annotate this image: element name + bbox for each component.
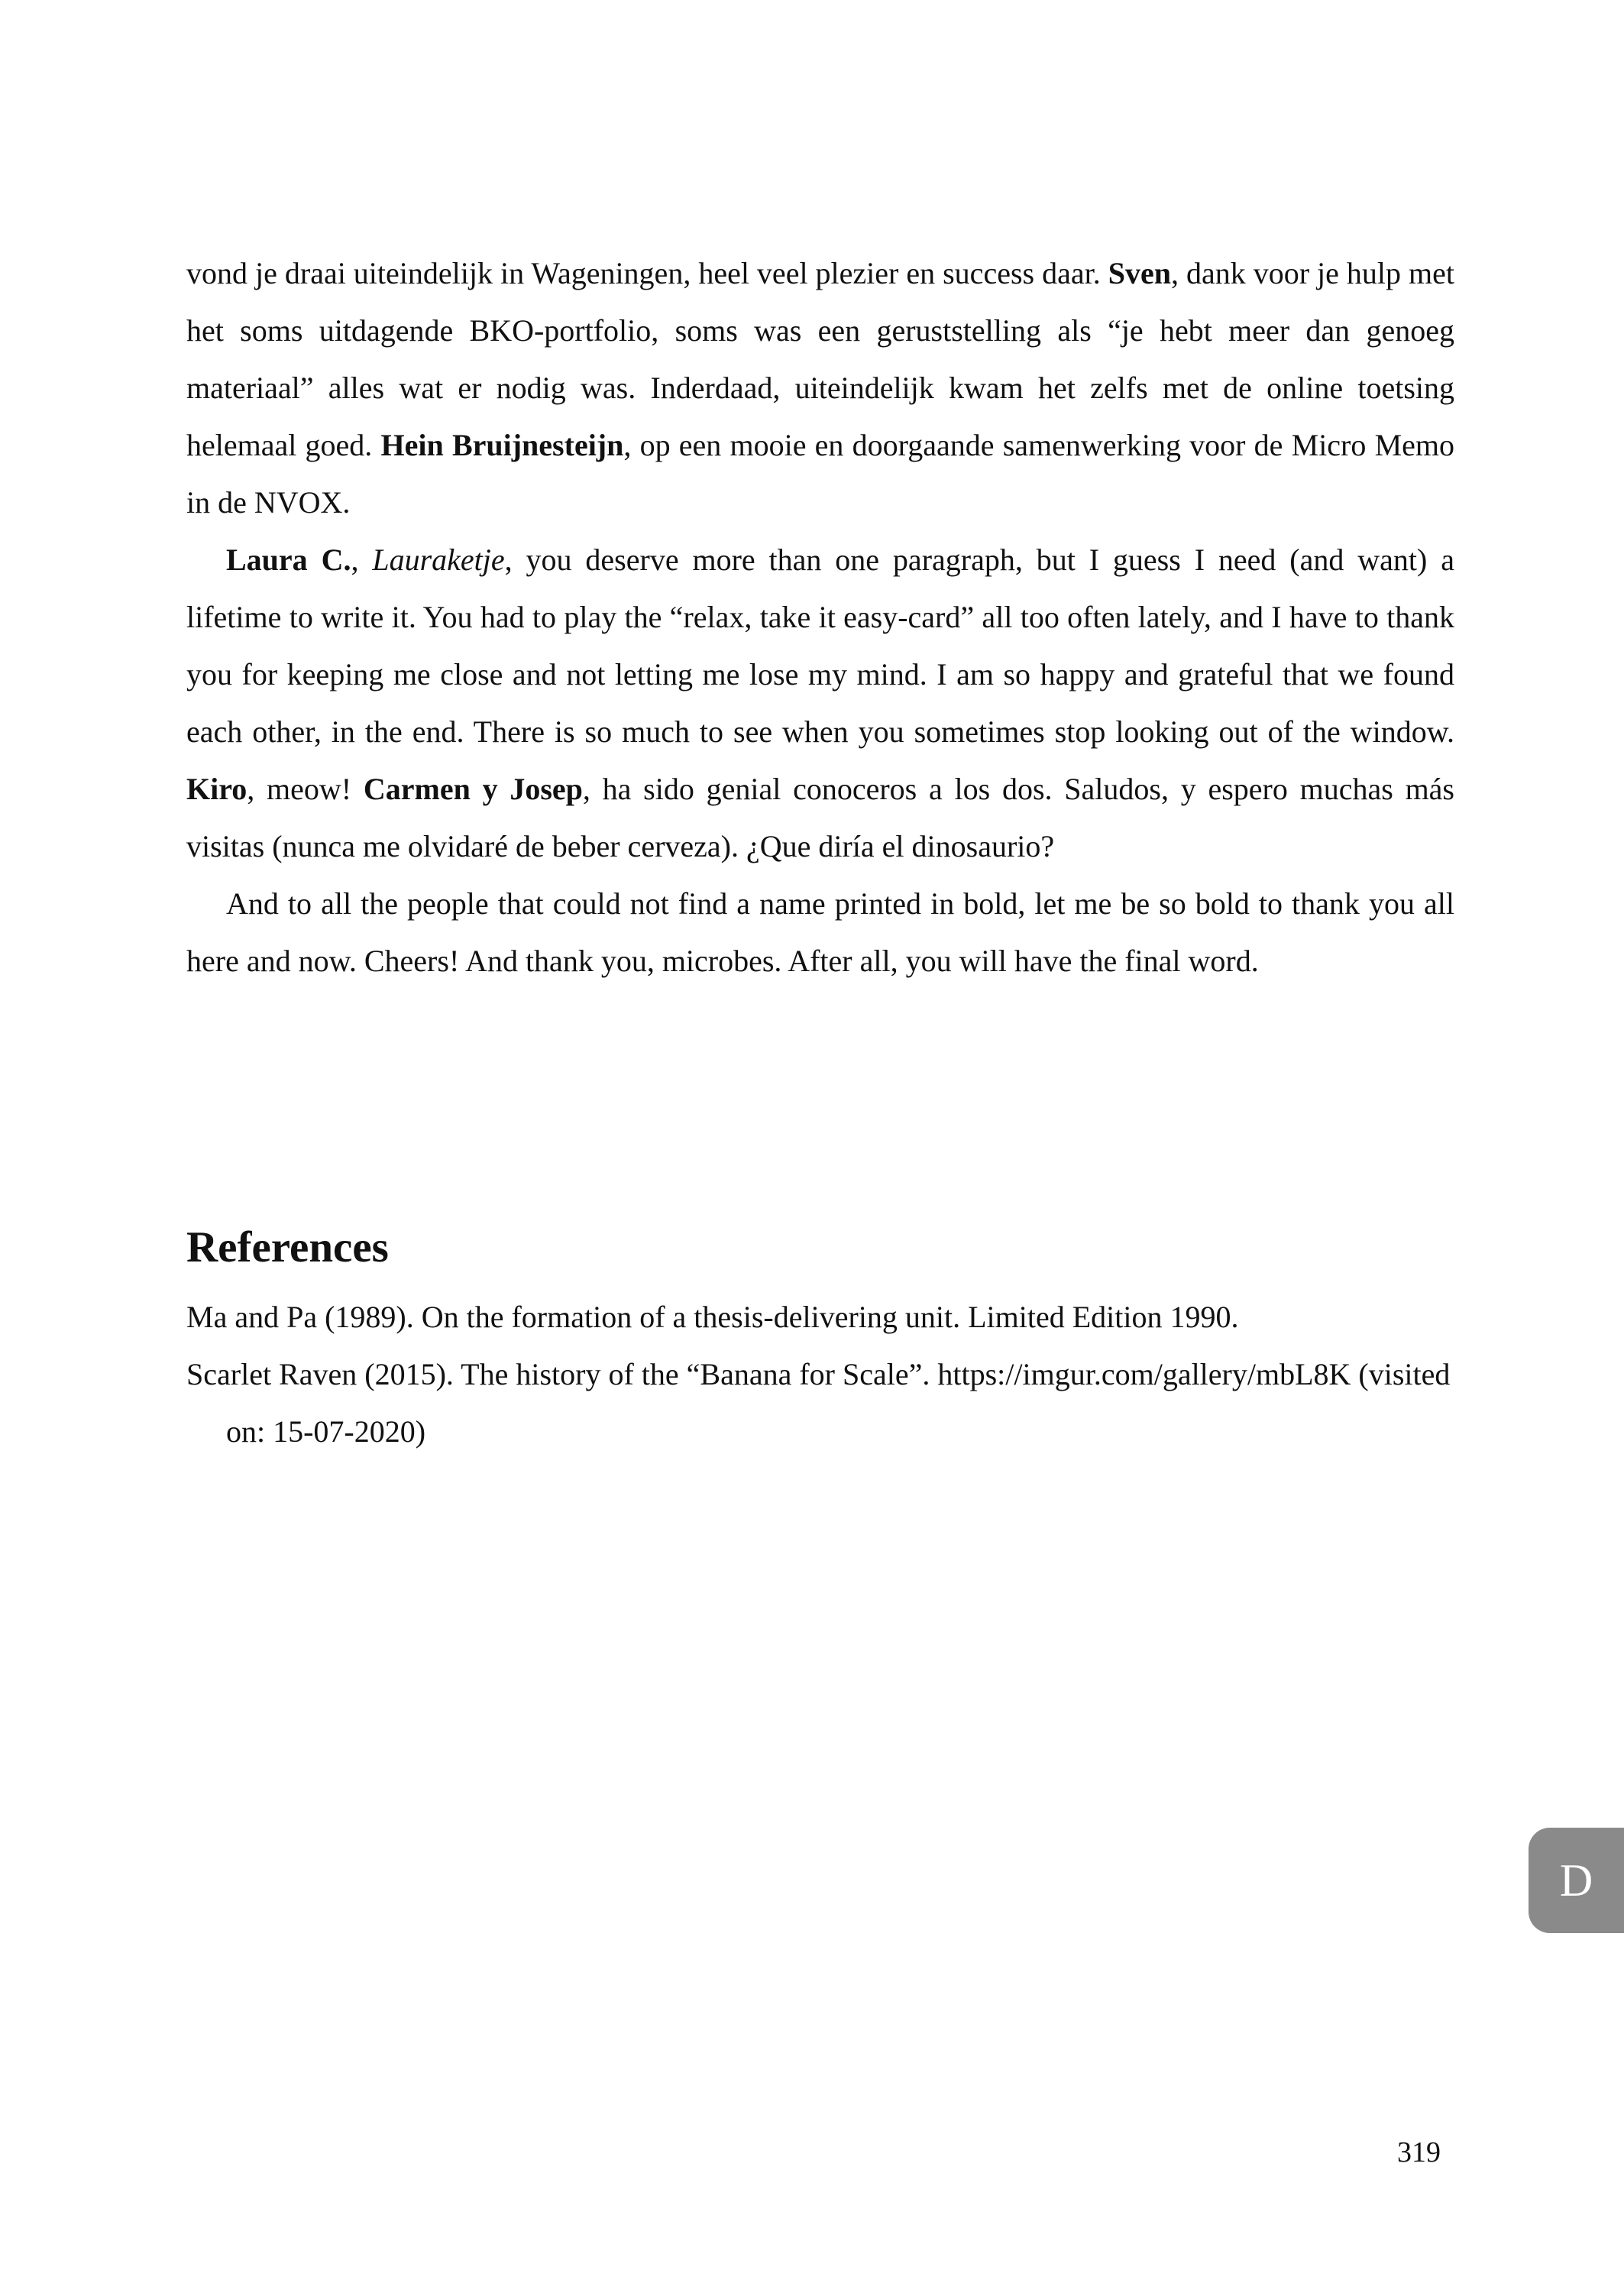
- body-text: [186, 245, 1454, 989]
- text-run: ,: [351, 542, 373, 577]
- text-run: , dank voor je hulp met het soms uitdagende BKO-portfolio, soms was een geruststelling als “je hebt meer dan genoeg materiaal” alles wat er nodig was. Inderdaad, uiteindelijk kwam het zelfs met de online toetsing helemaal goed.: [186, 256, 1454, 462]
- text-run: And to all the people that could not find a name printed in bold, let me be so bold to thank you all here and now. Cheers! And thank you, microbes. After all, you will have the final word.: [186, 886, 1454, 978]
- nickname-lauraketje: Lauraketje: [372, 542, 505, 577]
- references-list: [186, 1288, 1454, 1460]
- text-run: , meow!: [247, 772, 364, 806]
- text-run: vond je draai uiteindelijk in Wageningen, heel veel plezier en success daar.: [186, 256, 1108, 290]
- name-sven: Sven: [1108, 256, 1171, 290]
- text-run: , op een mooie en doorgaande samenwerking voor de Micro Memo in de NVOX.: [186, 428, 1455, 520]
- chapter-tab: D: [1529, 1828, 1624, 1933]
- paragraph-acknowledgements-3: [186, 875, 1454, 989]
- references-heading: References: [186, 1223, 389, 1271]
- text-run: , you deserve more than one paragraph, but I guess I need (and want) a lifetime to write it. You had to play the “relax, take it easy-card” all too often lately, and I have to thank you for keeping me close and not letting me lose my mind. I am so happy and grateful that we found each other, in the end. There is so much to see when you sometimes stop looking out of the window.: [186, 542, 1454, 749]
- paragraph-acknowledgements-1: [186, 245, 1454, 531]
- page-number: 319: [1397, 2136, 1441, 2168]
- name-laura-c: Laura C.: [226, 542, 351, 577]
- reference-entry: Ma and Pa (1989). On the formation of a thesis-delivering unit. Limited Edition 1990.: [186, 1300, 1239, 1334]
- text-run: , ha sido genial conoceros a los dos. Saludos, y espero muchas más visitas (nunca me olvidaré de beber cerveza). ¿Que diría el dinosaurio?: [186, 772, 1454, 863]
- paragraph-acknowledgements-2: [186, 531, 1454, 875]
- reference-entry: Scarlet Raven (2015). The history of the “Banana for Scale”. https://imgur.com/gallery/mbL8K (visited on: 15-07-2020): [186, 1357, 1451, 1449]
- name-hein-bruijnesteijn: Hein Bruijnesteijn: [380, 428, 624, 462]
- name-kiro: Kiro: [186, 772, 247, 806]
- name-carmen-y-josep: Carmen y Josep: [363, 772, 583, 806]
